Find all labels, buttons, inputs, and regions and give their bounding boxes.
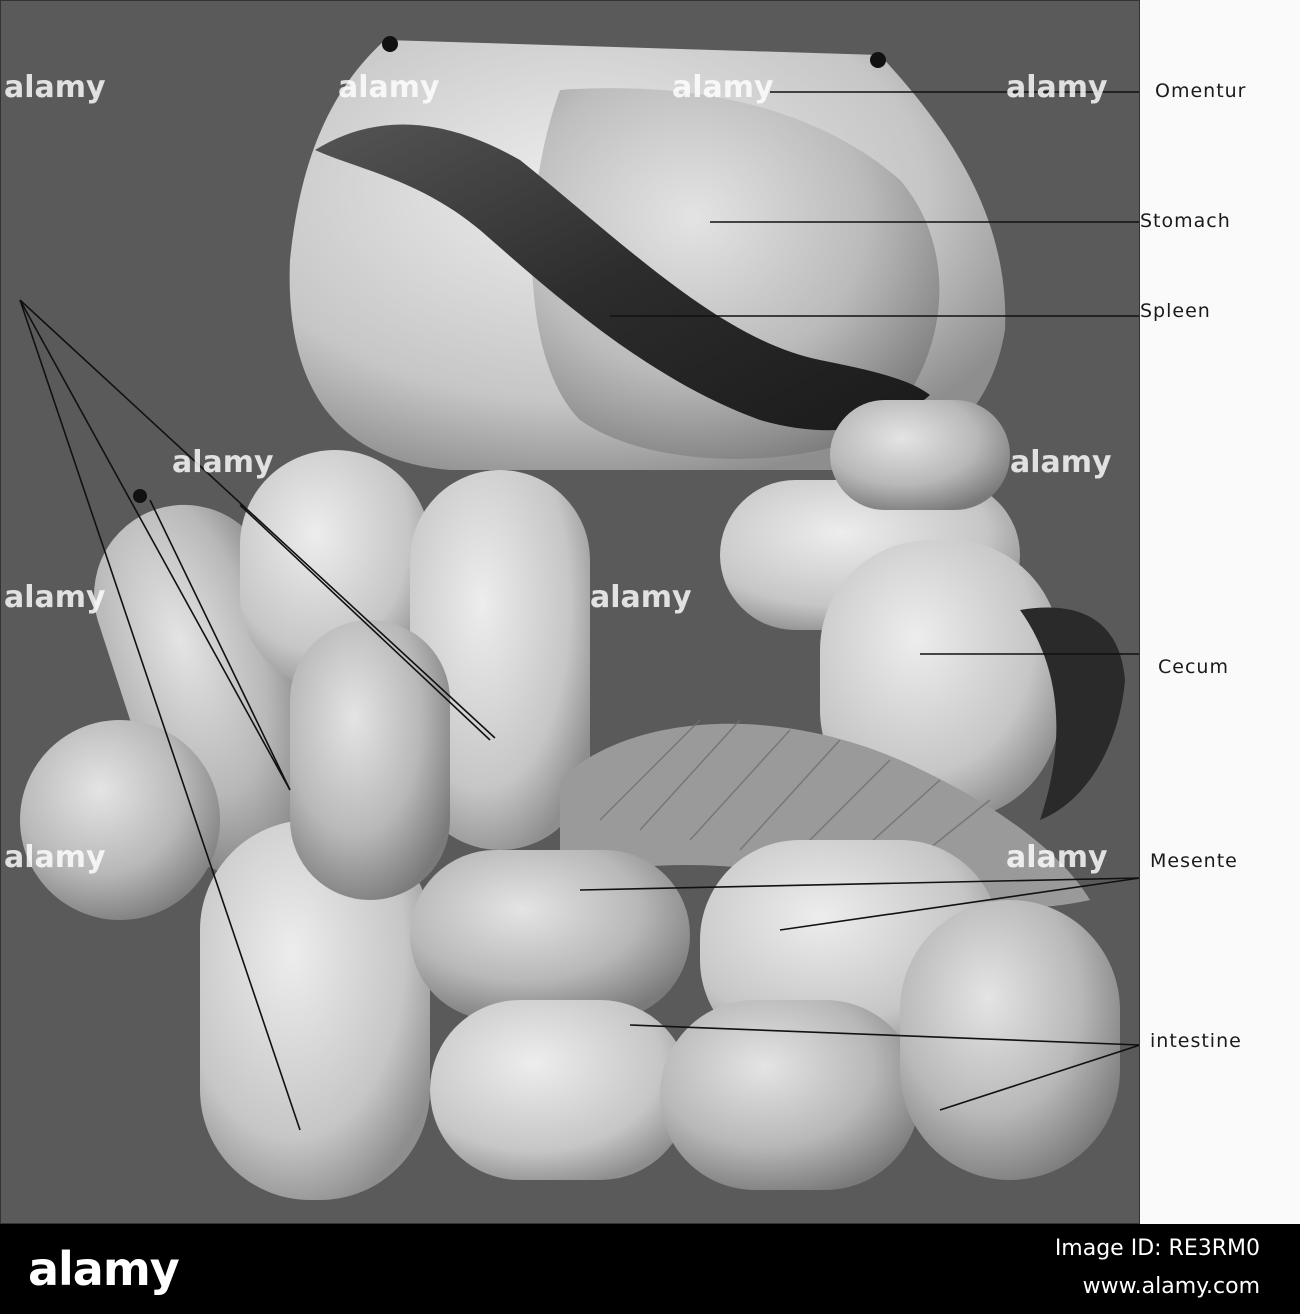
watermark: alamy [4, 70, 106, 105]
label-cecum: Cecum [1158, 656, 1229, 678]
image-id: Image ID: RE3RM0 [1054, 1236, 1260, 1261]
watermark: alamy [672, 70, 774, 105]
pin-marker [870, 52, 886, 68]
watermark: alamy [338, 70, 440, 105]
watermark: alamy [590, 580, 692, 615]
intestine-loop [430, 1000, 690, 1180]
label-intestine: intestine [1150, 1030, 1242, 1052]
footer-bar [0, 1224, 1300, 1314]
site-url: www.alamy.com [1082, 1274, 1260, 1299]
pin-marker [133, 489, 147, 503]
alamy-logo: alamy [28, 1242, 179, 1296]
pin-marker [382, 36, 398, 52]
watermark: alamy [4, 840, 106, 875]
watermark: alamy [4, 580, 106, 615]
watermark: alamy [172, 445, 274, 480]
watermark: alamy [1006, 840, 1108, 875]
watermark: alamy [1006, 70, 1108, 105]
watermark: alamy [1010, 445, 1112, 480]
label-spleen: Spleen [1140, 300, 1211, 322]
label-stomach: Stomach [1140, 210, 1231, 232]
intestine-loop [290, 620, 450, 900]
colon-loop [830, 400, 1010, 510]
intestine-loop [20, 720, 220, 920]
label-mesentery: Mesente [1150, 850, 1238, 872]
label-omentum: Omentur [1155, 80, 1247, 102]
intestine-loop [410, 850, 690, 1020]
